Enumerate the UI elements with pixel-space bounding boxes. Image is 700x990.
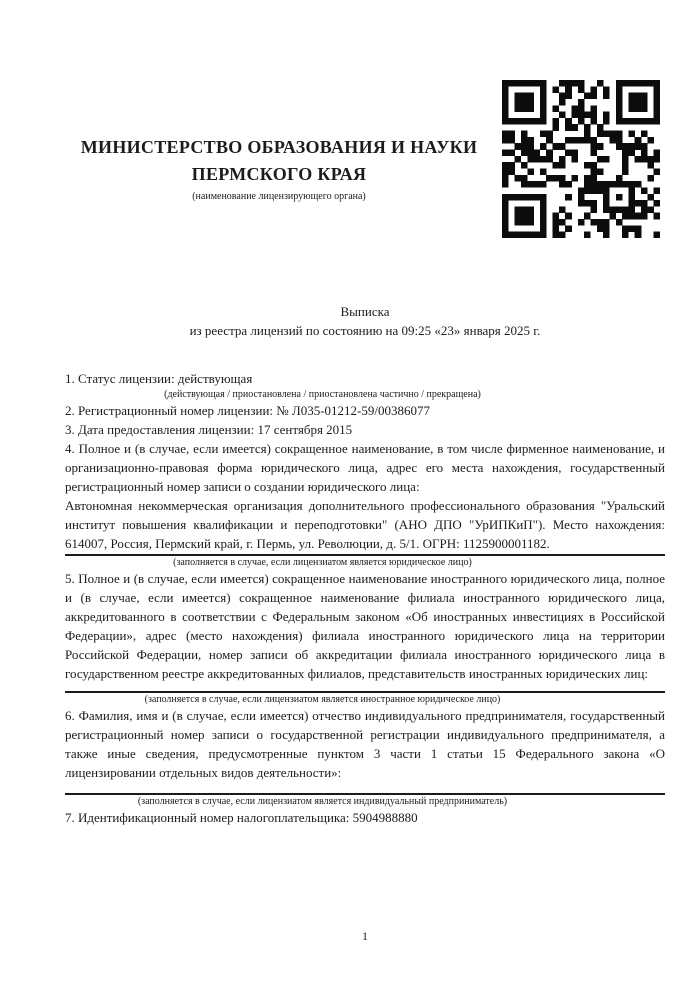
item-5-caption: (заполняется в случае, если лицензиатом является иностранное юридическое лицо) (144, 694, 501, 705)
ministry-name-line2: ПЕРМСКОГО КРАЯ (191, 164, 367, 184)
document-title (65, 302, 665, 340)
item-1-license-status: 1. Статус лицензии: действующая (65, 371, 253, 386)
item-6-label: 6. Фамилия, имя и (в случае, если имеется) отчество индивидуального предпринимателя, государственный регистрационный номер записи о государственной регистрации индивидуального предпринимателя, а также иные сведения, предусмотренные пунктом 3 части 1 статьи 15 Федерального закона «О лицензировании отдельных видов деятельности»: (65, 708, 665, 780)
item-5-label: 5. Полное и (в случае, если имеется) сокращенное наименование иностранного юридического лица, полное и (в случае, если имеется) сокращенное наименование филиала иностранного юридического лица, аккредитованного в соответствии с Федеральным законом «Об иностранных инвестициях в Российской Федерации», адрес (место нахождения) филиала иностранного юридического лица на территории Российской Федерации, номер записи об аккредитации филиала иностранного юридического лица в государственном реестре аккредитованных филиалов, представительств иностранных юридических лиц: (65, 571, 665, 681)
item-3-grant-date: 3. Дата предоставления лицензии: 17 сентября 2015 (65, 422, 353, 437)
item-2-registration-number: 2. Регистрационный номер лицензии: № Л035-01212-59/00386077 (65, 403, 431, 418)
document-body (65, 369, 665, 827)
page-number: 1 (362, 929, 368, 943)
item-6-caption: (заполняется в случае, если лицензиатом является индивидуальный предприниматель) (137, 796, 508, 807)
qr-code-image (502, 80, 660, 238)
ministry-name-caption: (наименование лицензирующего органа) (192, 191, 366, 202)
item-4-value: Автономная некоммерческая организация дополнительного профессионального образования "Уральский институт повышения квалификации и переподготовки" (АНО ДПО "УрИПКиП"). Место нахождения: 614007, Россия, Пермский край, г. Пермь, ул. Революции, д. 5/1. ОГРН: 1125900001182. (65, 498, 665, 551)
item-6-individual-entrepreneur (65, 706, 665, 808)
ministry-name-line1: МИНИСТЕРСТВО ОБРАЗОВАНИЯ И НАУКИ (80, 137, 478, 157)
document-title-line1: Выписка (340, 304, 390, 319)
item-4-label: 4. Полное и (в случае, если имеется) сокращенное наименование, в том числе фирменное наименование, и организационно-правовая форма юридического лица, адрес его места нахождения, государственный регистрационный номер записи о создании юридического лица: (65, 441, 665, 494)
item-7-taxpayer-number: 7. Идентификационный номер налогоплательщика: 5904988880 (65, 810, 418, 825)
item-4-caption: (заполняется в случае, если лицензиатом является юридическое лицо) (173, 557, 472, 568)
item-4-legal-entity (65, 439, 665, 569)
item-1-caption: (действующая / приостановлена / приостановлена частично / прекращена) (164, 389, 481, 400)
licensing-authority-header (40, 134, 518, 203)
ministry-name (40, 134, 518, 188)
document-title-line2: из реестра лицензий по состоянию на 09:25 «23» января 2025 г. (189, 323, 541, 338)
item-5-foreign-legal-entity (65, 569, 665, 706)
